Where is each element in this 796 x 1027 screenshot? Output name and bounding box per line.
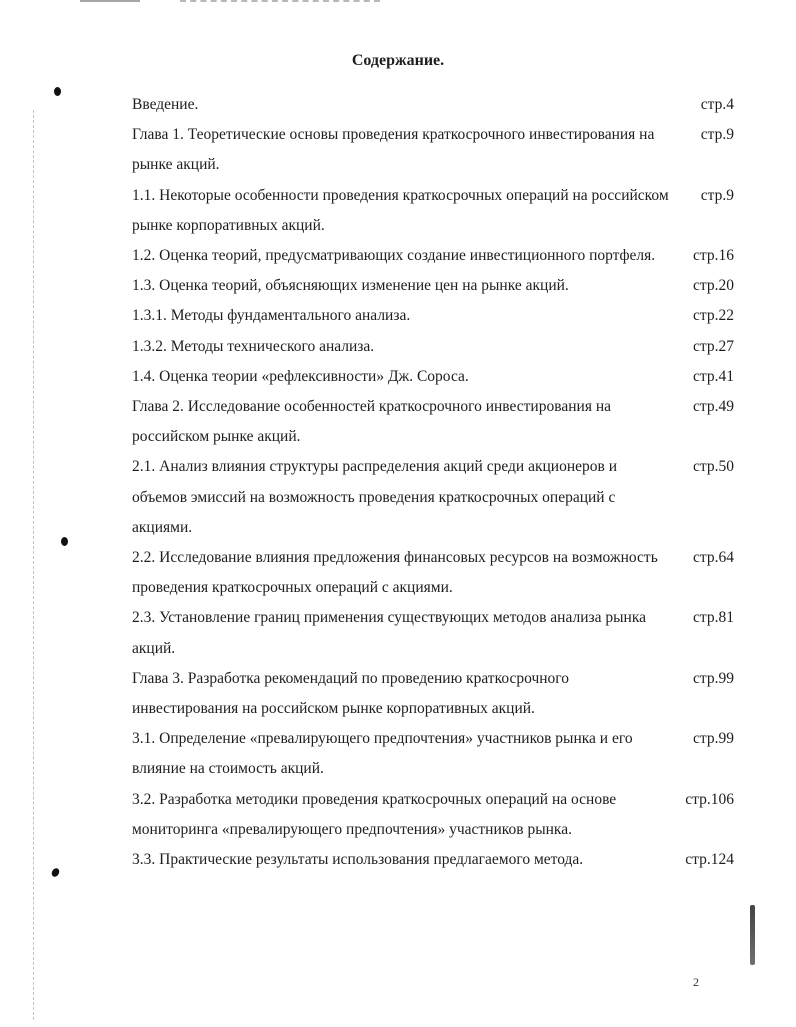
scan-artifact-top-left (80, 0, 140, 5)
toc-entry-title: 2.2. Исследование влияния предложения финансовых ресурсов на возможность проведения краткосрочных операций с акциями. (132, 549, 658, 597)
scan-artifact-dot (54, 87, 61, 96)
toc-entry-page: стр.50 (693, 458, 734, 476)
toc-entry-title: 2.1. Анализ влияния структуры распределения акций среди акционеров и объемов эмиссий на возможность проведения краткосрочных операций с акциями. (132, 458, 617, 536)
toc-entry-title: 1.3. Оценка теорий, объясняющих изменение цен на рынке акций. (132, 277, 569, 295)
toc-entry (132, 241, 742, 271)
toc-entry-title: 1.3.1. Методы фундаментального анализа. (132, 307, 411, 325)
toc-entry (132, 181, 742, 241)
toc-entry-page: стр.41 (693, 367, 734, 385)
toc-entry-title: 2.3. Установление границ применения существующих методов анализа рынка акций. (132, 609, 646, 657)
toc-entry-title: 1.1. Некоторые особенности проведения краткосрочных операций на российском рынке корпоративных акций. (132, 186, 669, 234)
toc-entry (132, 362, 742, 392)
toc-entry (132, 90, 742, 120)
toc-entry (132, 301, 742, 331)
toc-entry (132, 452, 742, 543)
toc-entry-page: стр.99 (693, 730, 734, 748)
toc-entry-page: стр.49 (693, 398, 734, 416)
toc-entry-page: стр.64 (693, 549, 734, 567)
toc-entry (132, 603, 742, 663)
toc-entry-page: стр.124 (685, 851, 734, 869)
toc-entry (132, 845, 742, 875)
toc-entry-page: стр.4 (700, 96, 734, 113)
toc-entry-title: Глава 2. Исследование особенностей краткосрочного инвестирования на российском рынке акций. (132, 398, 611, 446)
toc-entry-title: Глава 1. Теоретические основы проведения краткосрочного инвестирования на рынке акций. (132, 126, 655, 174)
page-title: Содержание. (351, 52, 445, 69)
toc-entry-title: 1.2. Оценка теорий, предусматривающих создание инвестиционного портфеля. (132, 247, 656, 265)
toc-entry-title: Введение. (132, 96, 199, 113)
toc-entry (132, 332, 742, 362)
toc-entry-page: стр.9 (700, 186, 734, 204)
toc-entry-title: 3.1. Определение «превалирующего предпочтения» участников рынка и его влияние на стоимость акций. (132, 730, 633, 778)
toc-entry-title: 3.3. Практические результаты использования предлагаемого метода. (132, 851, 584, 869)
toc-entry (132, 543, 742, 603)
toc-entry-page: стр.27 (693, 337, 734, 355)
toc-entry (132, 724, 742, 784)
toc-entry-page: стр.99 (693, 669, 734, 687)
scan-artifact-dot (61, 537, 68, 546)
toc-entry-page: стр.9 (700, 126, 734, 144)
toc-entry-title: 3.2. Разработка методики проведения краткосрочных операций на основе мониторинга «превалирующего предпочтения» участников рынка. (132, 790, 617, 838)
toc-entry-page: стр.16 (693, 247, 734, 265)
toc-entry (132, 785, 742, 845)
toc-entry-title: Глава 3. Разработка рекомендаций по проведению краткосрочного инвестирования на российском рынке корпоративных акций. (132, 669, 570, 718)
scan-artifact-dot (50, 867, 61, 878)
toc-entry (132, 392, 742, 452)
scan-artifact-margin (33, 110, 34, 1020)
scan-artifact-edge (750, 905, 755, 965)
toc-entry-page: стр.81 (693, 609, 734, 627)
page-number: 2 (693, 975, 699, 989)
toc-entry (132, 664, 742, 724)
toc-entry-page: стр.22 (693, 307, 734, 325)
toc-entry-title: 1.3.2. Методы технического анализа. (132, 337, 375, 355)
toc-entry-page: стр.20 (693, 277, 734, 295)
toc-entry-page: стр.106 (685, 790, 734, 808)
toc-entry (132, 271, 742, 301)
table-of-contents (132, 90, 742, 875)
toc-entry (132, 120, 742, 180)
scan-artifact-top (180, 0, 380, 5)
toc-entry-title: 1.4. Оценка теории «рефлексивности» Дж. Сороса. (132, 367, 469, 385)
